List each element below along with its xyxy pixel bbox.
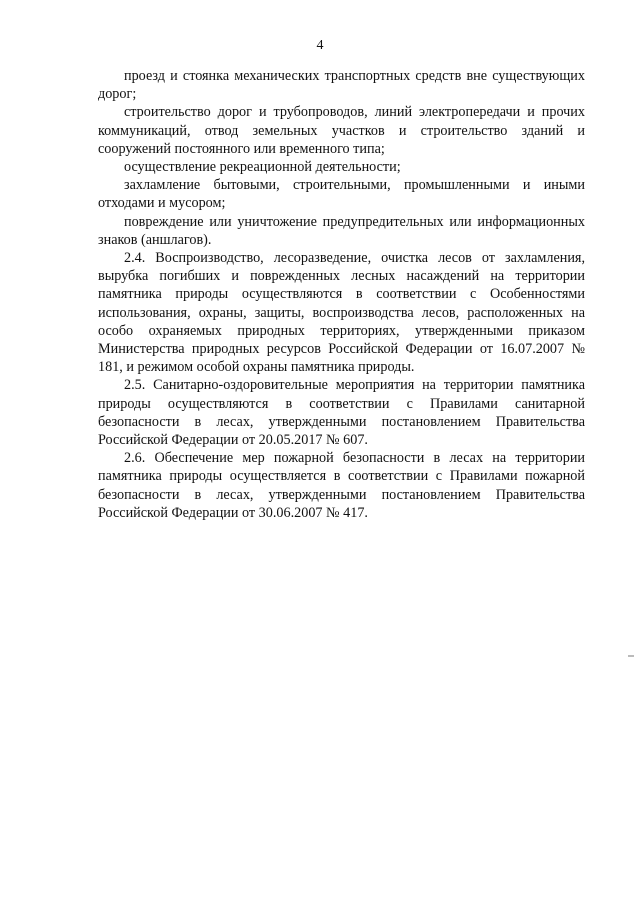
document-body <box>98 67 585 522</box>
clause-2-6: 2.6. Обеспечение мер пожарной безопасности в лесах на территории памятника природы осуществляется в соответствии с Правилами пожарной безопасности в лесах, утвержденными постановлением Правительства Российской Федерации от 30.06.2007 № 417. <box>98 450 585 521</box>
clause-2-4: 2.4. Воспроизводство, лесоразведение, очистка лесов от захламления, вырубка погибших и поврежденных лесных насаждений на территории памятника природы осуществляются в соответствии с Особенностями использования, охраны, защиты, воспроизводства лесов, расположенных на особо охраняемых природных территориях, утвержденными приказом Министерства природных ресурсов Российской Федерации от 16.07.2007 № 181, и режимом особой охраны памятника природы. <box>98 250 585 376</box>
list-item-signs-damage: повреждение или уничтожение предупредительных или информационных знаков (аншлагов). <box>98 213 585 248</box>
list-item-construction: строительство дорог и трубопроводов, линий электропередачи и прочих коммуникаций, отвод земельных участков и строительство зданий и сооружений постоянного или временного типа; <box>98 104 585 157</box>
clause-2-5: 2.5. Санитарно-оздоровительные мероприятия на территории памятника природы осуществляются в соответствии с Правилами санитарной безопасности в лесах, утвержденными постановлением Правительства Российской Федерации от 20.05.2017 № 607. <box>98 377 585 449</box>
list-item-littering: захламление бытовыми, строительными, промышленными и иными отходами и мусором; <box>98 177 585 212</box>
scan-artifact <box>628 655 634 657</box>
list-item-vehicles: проезд и стоянка механических транспортных средств вне существующих дорог; <box>98 68 585 103</box>
list-item-recreation: осуществление рекреационной деятельности; <box>124 159 401 176</box>
page-number: 4 <box>316 38 324 53</box>
